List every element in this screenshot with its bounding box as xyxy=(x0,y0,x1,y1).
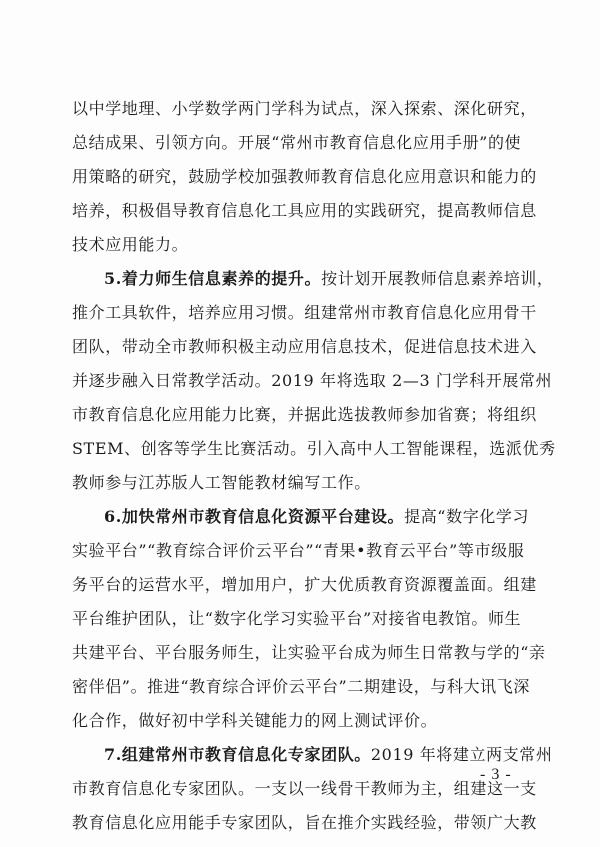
document-body xyxy=(72,92,556,840)
section-heading: 6.加快常州市教育信息化资源平台建设。 xyxy=(104,507,405,526)
line-text: 用策略的研究，鼓励学校加强教师教育信息化应用意识和能力的 xyxy=(72,167,537,186)
text-line xyxy=(72,500,532,534)
text-line xyxy=(72,432,556,466)
line-text: 培养，积极倡导教育信息化工具应用的实践研究，提高教师信息 xyxy=(72,201,537,220)
line-text: 按计划开展教师信息素养培训， xyxy=(321,269,554,288)
line-text: 以中学地理、小学数学两门学科为试点，深入探索、深化研究， xyxy=(72,99,537,118)
section-heading: 7.组建常州市教育信息化专家团队。 xyxy=(104,745,371,764)
text-line xyxy=(72,704,532,738)
line-text: 共建平台、平台服务师生，让实验平台成为师生日常教与学的“亲 xyxy=(72,643,546,662)
text-line xyxy=(72,534,532,568)
line-text: STEM、创客等学生比赛活动。引入高中人工智能课程，选派优秀 xyxy=(72,439,556,458)
line-text: 市教育信息化专家团队。一支以一线骨干教师为主，组建这一支 xyxy=(72,779,537,798)
text-line xyxy=(72,296,537,330)
line-text: 教育信息化应用能手专家团队，旨在推介实践经验，带领广大教 xyxy=(72,813,537,832)
line-text: 实验平台”“教育综合评价云平台”“青果•教育云平台”等市级服 xyxy=(72,541,525,560)
text-line xyxy=(72,806,537,840)
line-text: 平台维护团队，让“数字化学习实验平台”对接省电教馆。师生 xyxy=(72,609,522,628)
text-line xyxy=(72,670,532,704)
line-text: 技术应用能力。 xyxy=(72,235,189,254)
line-text: 推介工具软件，培养应用习惯。组建常州市教育信息化应用骨干 xyxy=(72,303,537,322)
text-line xyxy=(72,92,537,126)
text-line xyxy=(72,636,546,670)
text-line xyxy=(72,398,537,432)
text-line xyxy=(72,738,553,772)
text-line xyxy=(72,602,532,636)
text-line xyxy=(72,568,537,602)
text-line xyxy=(72,772,537,806)
line-text: 密伴侣”。推进“教育综合评价云平台”二期建设，与科大讯飞深 xyxy=(72,677,530,696)
text-line xyxy=(72,228,532,262)
page-number: - 3 - xyxy=(480,766,512,783)
line-text: 2019 年将建立两支常州 xyxy=(370,745,553,764)
section-heading: 5.着力师生信息素养的提升。 xyxy=(104,269,322,288)
text-line xyxy=(72,330,537,364)
line-text: 提高“数字化学习 xyxy=(404,507,530,526)
line-text: 并逐步融入日常教学活动。2019 年将选取 2—3 门学科开展常州 xyxy=(72,371,553,390)
text-line xyxy=(72,126,532,160)
text-line xyxy=(72,466,532,500)
line-text: 化合作，做好初中学科关键能力的网上测试评价。 xyxy=(72,711,438,730)
text-line xyxy=(72,160,537,194)
line-text: 教师参与江苏版人工智能教材编写工作。 xyxy=(72,473,371,492)
text-line xyxy=(72,194,537,228)
line-text: 市教育信息化应用能力比赛，并据此选拔教师参加省赛；将组织 xyxy=(72,405,537,424)
line-text: 务平台的运营水平，增加用户，扩大优质教育资源覆盖面。组建 xyxy=(72,575,537,594)
line-text: 总结成果、引领方向。开展“常州市教育信息化应用手册”的使 xyxy=(72,133,522,152)
text-line xyxy=(72,262,554,296)
line-text: 团队，带动全市教师积极主动应用信息技术，促进信息技术进入 xyxy=(72,337,537,356)
text-line xyxy=(72,364,553,398)
